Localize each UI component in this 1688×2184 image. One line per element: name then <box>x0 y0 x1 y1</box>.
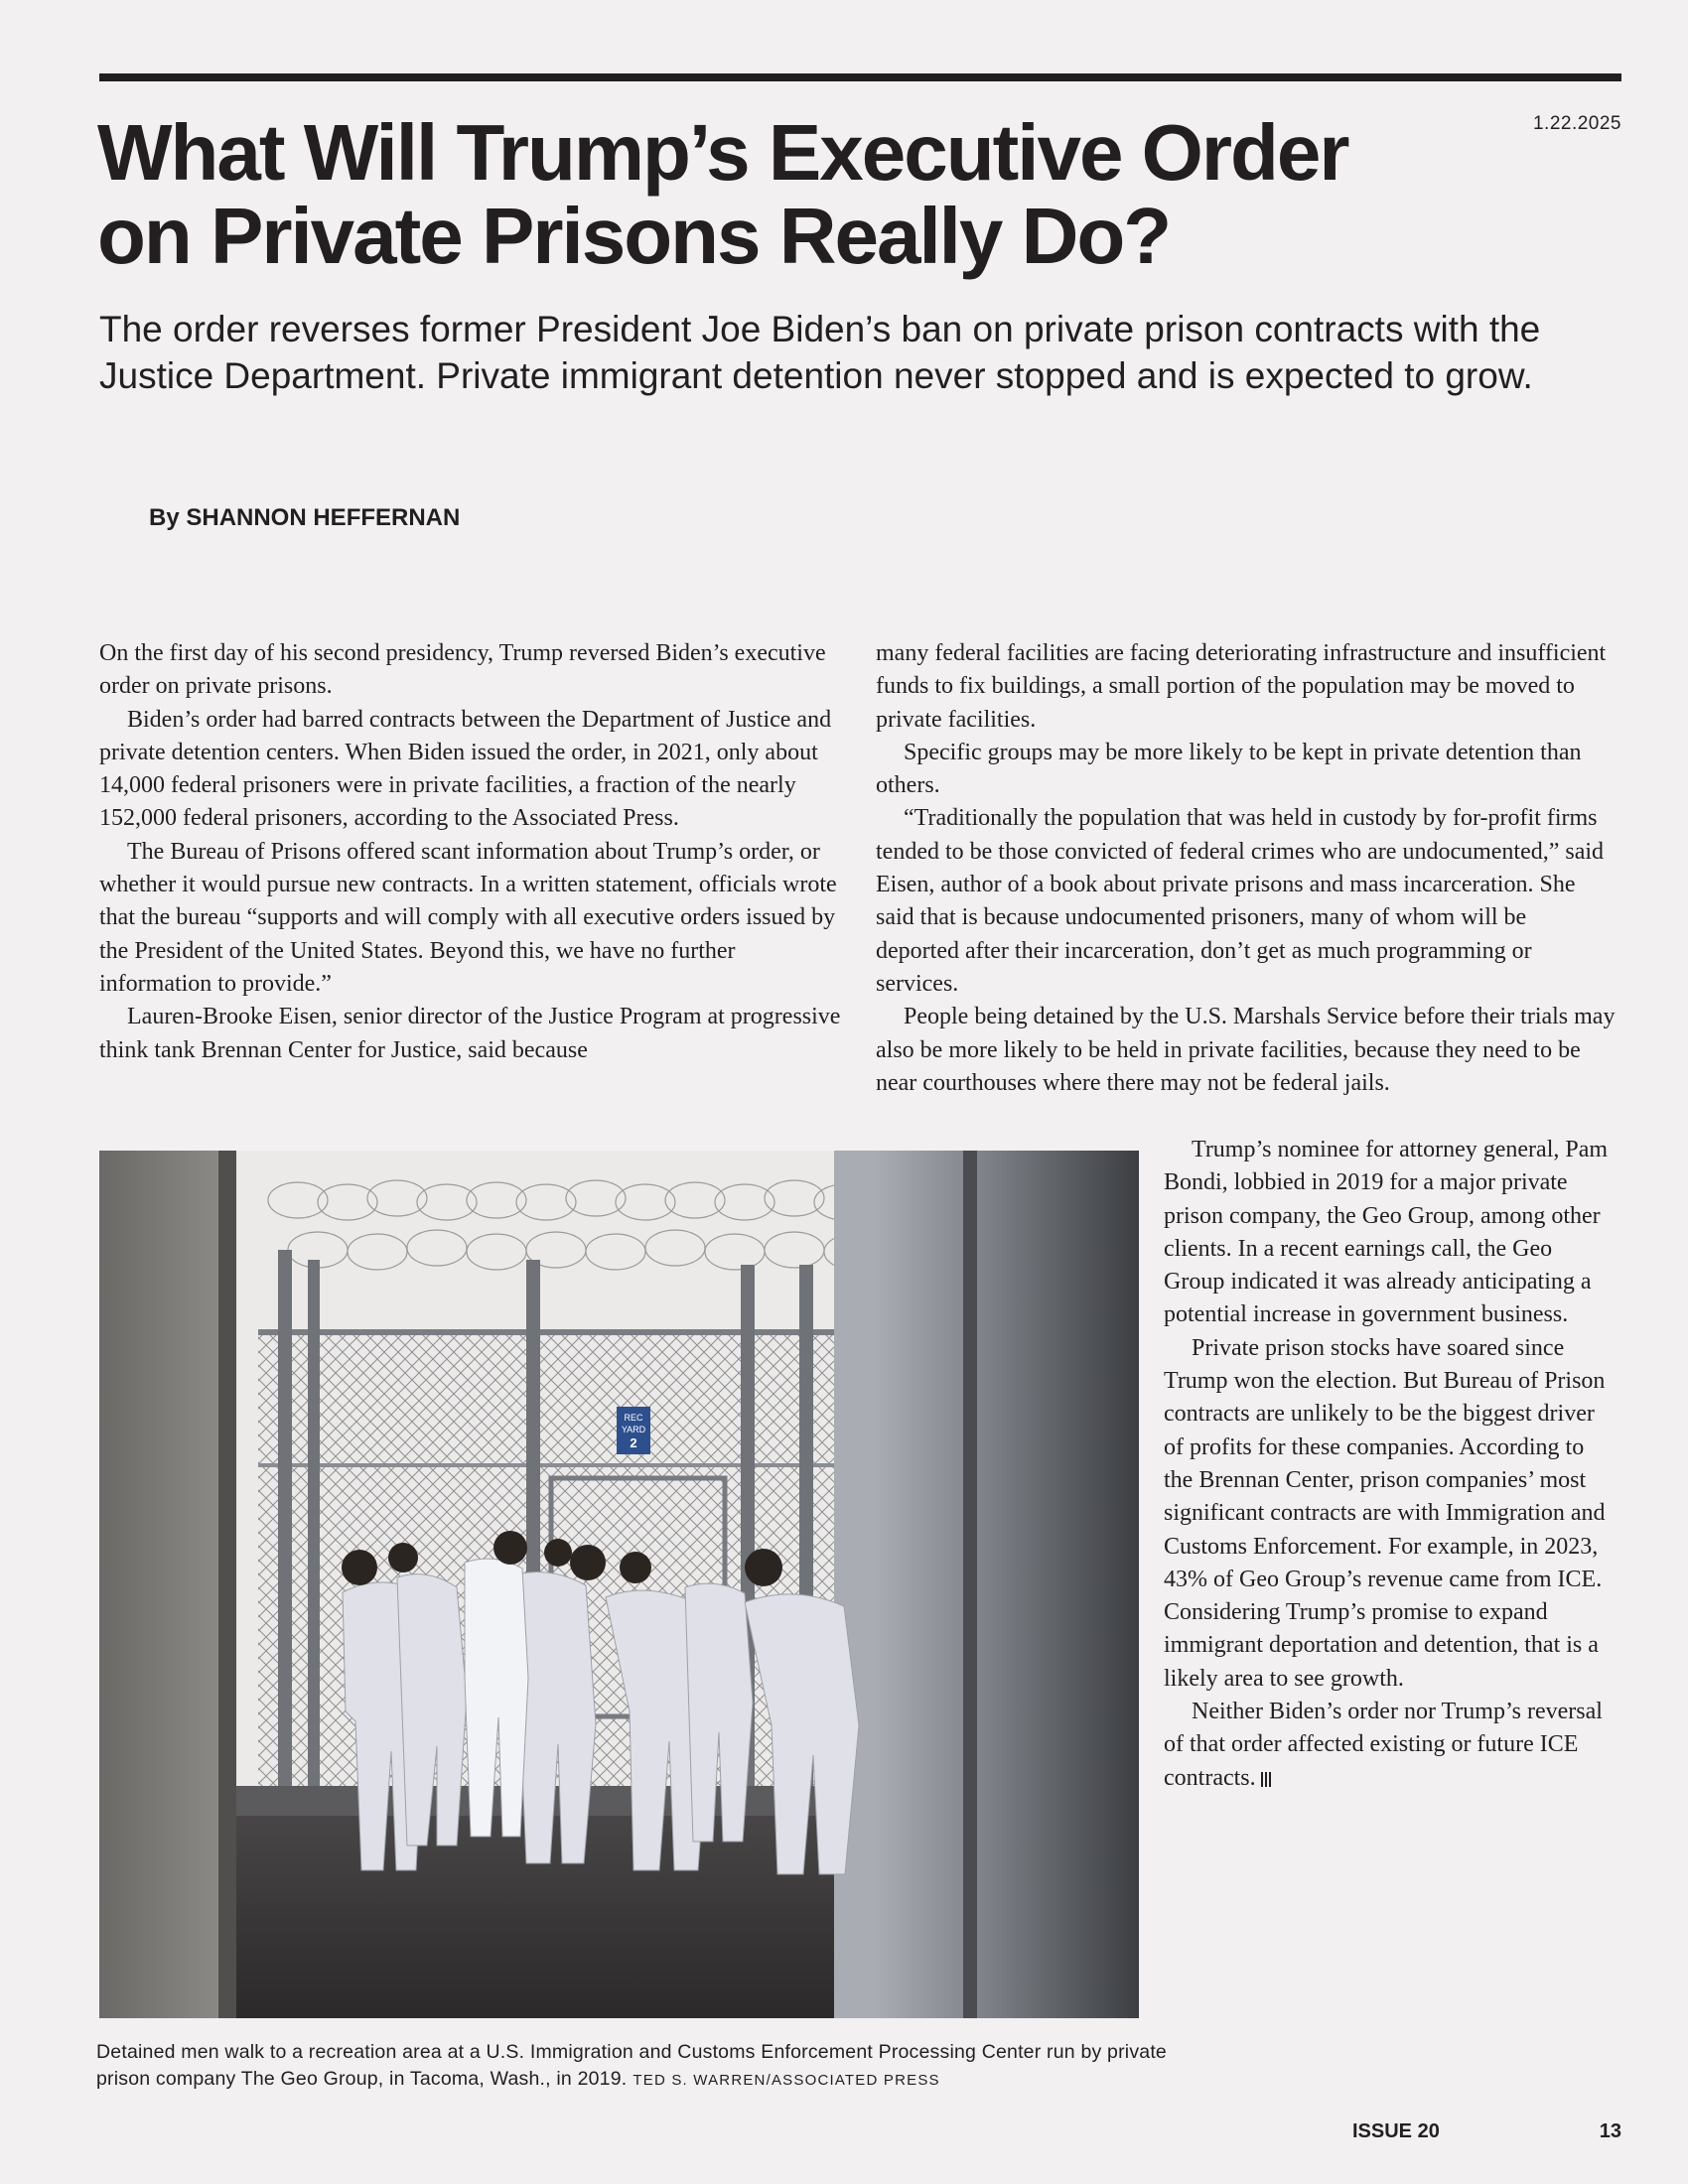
paragraph: Lauren-Brooke Eisen, senior director of the Justice Program at progressive think tank Brennan Center for Justice, said because <box>99 1004 841 1063</box>
sign-text-2: YARD <box>621 1425 646 1434</box>
dek: The order reverses former President Joe Biden’s ban on private prison contracts with the Justice Department. Private immigrant detention never stopped and is expected to grow. <box>99 309 1541 396</box>
publication-date: 1.22.2025 <box>1532 113 1621 134</box>
page-number: 13 <box>1599 2120 1621 2142</box>
headline: What Will Trump’s Executive Order on Private Prisons Really Do? <box>97 108 1348 280</box>
paragraph: Trump’s nominee for attorney general, Pam Bondi, lobbied in 2019 for a major private prison company, the Geo Group, among other clients. In a recent earnings call, the Geo Group indicated it was already anticipating a potential increase in government business. <box>1164 1137 1609 1328</box>
paragraph: Biden’s order had barred contracts between the Department of Justice and private detention centers. When Biden issued the order, in 2021, only about 14,000 federal prisoners were in private facilities, a fraction of the nearly 152,000 federal prisoners, according to the Associated Press. <box>99 706 832 832</box>
body-column-3 <box>1164 1134 1616 1795</box>
sign-text-1: REC <box>624 1413 643 1423</box>
byline: By SHANNON HEFFERNAN <box>149 504 461 531</box>
sign-text-3: 2 <box>630 1435 637 1450</box>
body-column-2 <box>876 637 1616 1100</box>
paragraph: Private prison stocks have soared since Trump won the election. But Bureau of Prison contracts are unlikely to be the biggest driver of profits for these companies. According to the Brennan Center, prison companies’ most significant contracts are with Immigration and Customs Enforcement. For example, in 2023, 43% of Geo Group’s revenue came from ICE. Considering Trump’s promise to expand immigrant deportation and detention, that is a likely area to see growth. <box>1164 1334 1606 1692</box>
top-rule <box>99 73 1621 81</box>
paragraph-final <box>1164 1696 1616 1795</box>
photo-caption <box>96 2039 1169 2094</box>
paragraph: many federal facilities are facing deteriorating infrastructure and insufficient funds to fix buildings, a small portion of the population may be moved to private facilities. <box>876 640 1607 733</box>
photo-credit: TED S. WARREN/ASSOCIATED PRESS <box>633 2072 940 2089</box>
photo-detained-men <box>99 1151 1139 2018</box>
paragraph: On the first day of his second presidency, Trump reversed Biden’s executive order on private prisons. <box>99 640 826 700</box>
photo-illustration <box>99 1151 1139 2018</box>
issue-number: ISSUE 20 <box>1352 2120 1440 2142</box>
end-mark-icon <box>1261 1772 1272 1787</box>
paragraph-text: Neither Biden’s order nor Trump’s reversal of that order affected existing or future ICE contracts. <box>1164 1699 1603 1791</box>
paragraph: Specific groups may be more likely to be kept in private detention than others. <box>876 739 1582 799</box>
caption-text: Detained men walk to a recreation area at a U.S. Immigration and Customs Enforcement Processing Center run by private prison company The Geo Group, in Tacoma, Wash., in 2019. <box>96 2041 1167 2090</box>
paragraph: The Bureau of Prisons offered scant information about Trump’s order, or whether it would pursue new contracts. In a written statement, officials wrote that the bureau “supports and will comply with all executive orders issued by the President of the United States. Beyond this, we have no further information to provide.” <box>99 838 837 997</box>
body-column-1 <box>99 637 849 1067</box>
paragraph: People being detained by the U.S. Marshals Service before their trials may also be more likely to be held in private facilities, because they need to be near courthouses where there may not be federal jails. <box>876 1004 1616 1096</box>
paragraph: “Traditionally the population that was held in custody by for-profit firms tended to be those convicted of federal crimes who are undocumented,” said Eisen, author of a book about private prisons and mass incarceration. She said that is because undocumented prisoners, many of whom will be deported after their incarceration, don’t get as much programming or services. <box>876 805 1605 997</box>
